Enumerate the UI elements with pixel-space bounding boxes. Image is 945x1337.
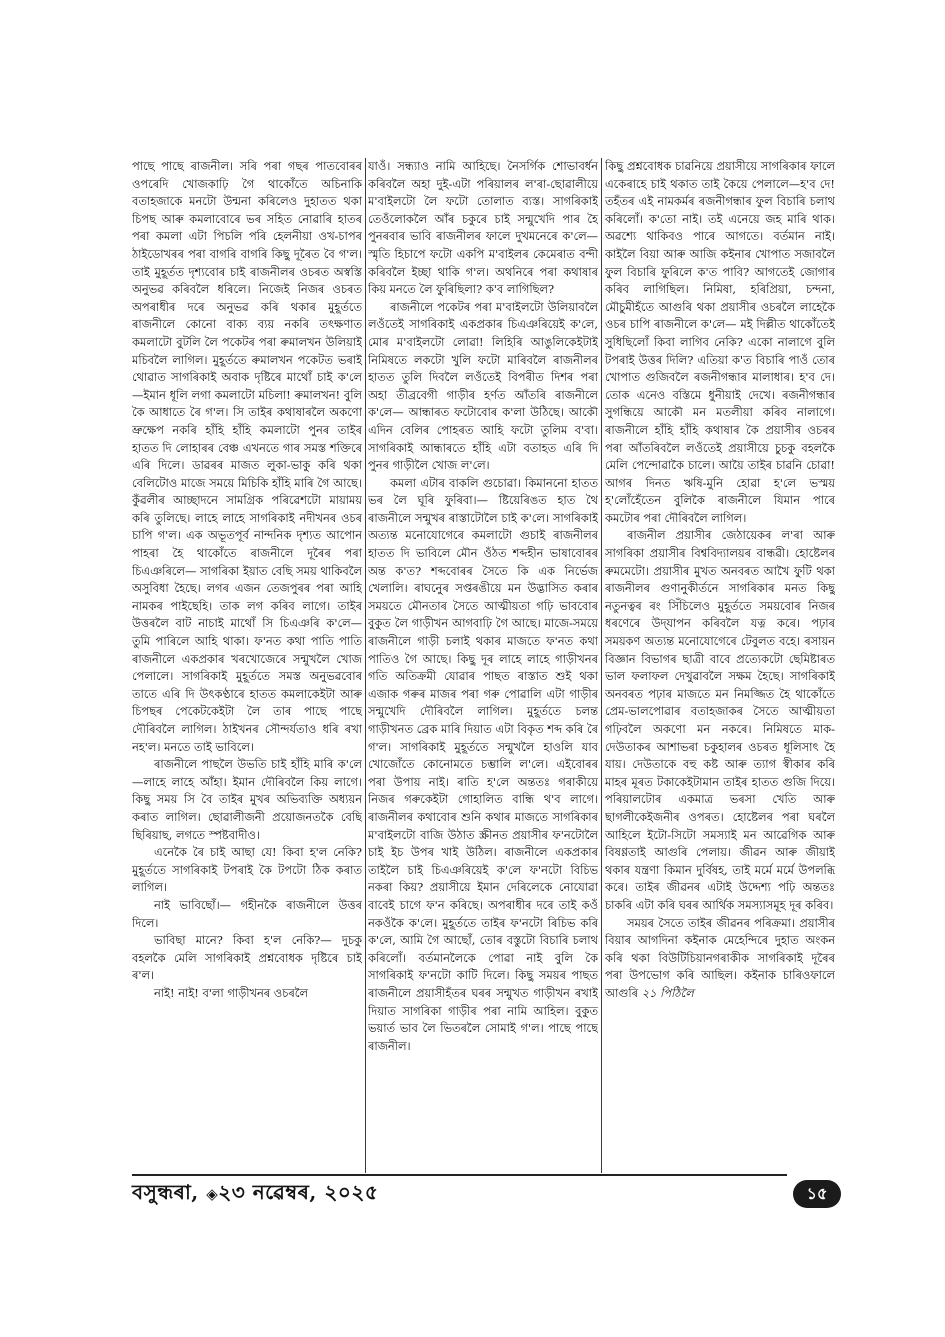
paragraph: কিছু প্ৰশ্নবোধক চাৱনিয়ে প্ৰয়াসীয়ে সাগৰিকাৰ ফালে একেৰাহে চাই থকাত তাই কৈয়ে পেলালে—হ'ব দে! তহঁতৰ এই নামকৰ্মৰ ৰজনীগন্ধাৰ ফুল বিচাৰি চলাথ কৰিলোঁ। ক'তো নাই। তই এনেয়ে জহ মাৰি থাক। অৱশ্যে থাকিবও পাৰে আগতে। বৰ্তমান নাই। কাইলৈ বিয়া আৰু আজি কইনাৰ খোপাত সজাবলৈ ফুল বিচাৰি ফুৰিলে ক'ত পাবি? আগতেই জোগাৰ কৰিব লাগিছিল। নিমিষা, হৰিপ্ৰিয়া, চন্দনা, মৌচুমীহঁতে আগুৰি থকা প্ৰয়াসীৰ ওচৰলৈ লাহেকৈ ওচৰ চাপি ৰাজনীলে ক'লে— মই দিল্লীত থাকোঁতেই সুধিছিলোঁ কিবা লাগিব নেকি? একো নালাগে বুলি টপৰাই উত্তৰ দিলি? এতিয়া ক'ত বিচাৰি পাওঁ তোৰ খোপাত গুজিবলৈ ৰজনীগন্ধাৰ মালাধাৰ। হ'ব দে। তোক এনেও বস্তিমে ধুনীয়াই দেখে। ৰজনীগন্ধাৰ সুগন্ধিয়ে আকৌ মন মতলীয়া কৰিব নালাগে। ৰাজনীলে হাঁহি হাঁহি কথাষাৰ কৈ প্ৰয়াসীৰ ওচৰৰ পৰা আঁতৰিবলৈ লওঁতেই প্ৰয়াসীয়ে চুচকু বহলকৈ মেলি পেন্দোৱাকৈ চালে। আয়ৈ তাইৰ চাৱনি চোৱা! আগৰ দিনত ঋষি-মুনি হোৱা হ'লে ভস্ময় হ'লোঁহেঁতেন বুলিকৈ ৰাজনীলে যিমান পাৰে কমটোৰ পৰা দৌৰিবলৈ লাগিল।: [605, 159, 835, 525]
page-number-badge: ১৫: [793, 1180, 841, 1208]
article-body: [132, 158, 852, 1198]
paragraph: কমলা এটাৰ বাকলি গুচোৱা। কিমাননো হাতত ভৰ লৈ ঘূৰি ফুৰিবা।— ষ্টিয়েৰিঙত হাত থৈ ৰাজনীলে সন্মুখৰ ৰাস্তাটোলৈ চাই ক'লে। সাগৰিকাই অত্যন্ত মনোযোগেৰে কমলাটো গুচাই ৰাজনীলৰ হাতত দি ভাবিলে মৌন ওঁঠত শব্দহীন ভাষাবোৰৰ অন্ত ক'ত? শব্দবোৰৰ সৈতে কি এক নিৰ্ভেজ খেলালি। ৰাঘনেুৰ সপ্তৰঙীয়ে মন উদ্ভাসিত কৰাৰ সময়তে মৌনতাৰ সৈতে আত্মীয়তা গঢ়ি ভাববোৰ বুকুত লৈ গাড়ীখন আগবাঢ়ি গৈ আছে। মাজে-সময়ে ৰাজনীলে গাড়ী চলাই থকাৰ মাজতে ফ'নত কথা পাতিও গৈ আছে। কিছু দূৰ লাহে লাহে গাড়ীখনৰ গতি অতিক্ৰমী যোৱাৰ পাছত ৰাস্তাত শুই থকা এজাক গৰুৰ মাজৰ পৰা গৰু পোৱালি এটা গাড়ীৰ সন্মুখেদি দৌৰিবলৈ লাগিল। মুহূৰ্ততে চলন্ত গাড়ীখনত ব্ৰেক মাৰি দিয়াত এটা বিকৃত শব্দ কৰি ৰৈ গ'ল। সাগৰিকাই মুহূৰ্ততে সন্মুখলৈ হাওলি যাব খোজোঁতে কোনোমতে চম্ভালি ল'লে। এইবোৰৰ পৰা উপায় নাই। ৰাতি হ'লে অন্ততঃ গৰাকীয়ে নিজৰ গৰুকেইটা গোহালিত বান্ধি থ'ব লাগে। ৰাজনীলৰ কথাবোৰ শুনি কথাৰ মাজতে সাগৰিকাৰ ম'বাইলটো বাজি উঠাত স্ক্ৰীনত প্ৰয়াসীৰ ফ'নটোলৈ চাই ইচ উপৰ খাই উঠিল। ৰাজনীলে একপ্ৰকাৰ তাইলৈ চাই চিএঞৰিয়েই ক'লে ফ'নটো বিচিভ নকৰা কিয়? প্ৰয়াসীয়ে ইমান দেৰিলেকে নোযোৱা বাবেই চাগে ফ'ন কৰিছে। অপৰাধীৰ দৰে তাই কওঁ নকওঁকৈ ক'লে। মুহূৰ্ততে তাইৰ ফ'নটো ৰিচিভ কৰি ক'লে, আমি গৈ আছোঁ, তোৰ বস্তুটো বিচাৰি চলাথ কৰিলোঁ। বৰ্তমানলৈকে পোৱা নাই বুলি কৈ সাগৰিকাই ফ'নটো কাটি দিলে। কিছু সময়ৰ পাছত ৰাজনীলে প্ৰয়াসীহঁতৰ ঘৰৰ সন্মুখত গাড়ীখন ৰখাই দিয়াত সাগৰিকা গাড়ীৰ পৰা নামি আহিল। বুকুত ভয়াৰ্ত ভাব লৈ ভিতৰলৈ সোমাই গ'ল। পাছে পাছে ৰাজনীল।: [368, 475, 598, 1053]
paragraph: ভাবিছা মানে? কিবা হ'ল নেকি?— দুচকু বহলকৈ মেলি সাগৰিকাই প্ৰশ্নবোধক দৃষ্টিৰে চাই ৰ'ল।: [132, 933, 362, 983]
magazine-name: বসুন্ধৰা,: [132, 1180, 199, 1204]
paragraph-text: সময়ৰ সৈতে তাইৰ জীৱনৰ পৰিক্ৰমা। প্ৰয়াসীৰ বিয়াৰ আগদিনা কইনাক মেহেন্দিৰে দুহাত অংকন কৰি থকা বিউটিচিয়ানগৰাকীক সাগৰিকাই দূৰৈৰ পৰা উপভোগ কৰি আছিল। কইনাক চাৰিওফালে আগুৰি: [605, 915, 835, 1000]
paragraph: ৰাজনীলে পকেটৰ পৰা ম'বাইলটো উলিয়াবলৈ লওঁতেই সাগৰিকাই একপ্ৰকাৰ চিএঞৰিয়েই ক'লে, মোৰ ম'বাইলটো লোৱা! লিহিৰি আঙুলিকেইটাই নিমিষতে লকটো খুলি ফটো মাৰিবলৈ ৰাজনীলৰ হাতত তুলি দিবলৈ লওঁতেই বিপৰীত দিশৰ পৰা অহা তীব্ৰবেগী গাড়ীৰ হৰ্ণত আঁতৰি ৰাজনীলে ক'লে— আন্ধাৰত ফটোবোৰ ক'লা উঠিছে। আকৌ এদিন বেলিৰ পোহৰত আহি ফটো তুলিম ব'বা। সাগৰিকাই আন্ধাৰতে হাঁহি এটা বতাহত এৰি দি পুনৰ গাড়ীলৈ খোজ ল'লে।: [368, 299, 598, 473]
footer-divider: [132, 1174, 787, 1176]
paragraph: এনেকৈ ৰৈ চাই আছা যে! কিবা হ'ল নেকি? মুহূৰ্ততে সাগৰিকাই টপৰাই কৈ টপটো ঠিক কৰাত লাগিল।: [132, 845, 362, 895]
diamond-icon: ◈: [206, 1185, 219, 1203]
continuation-note: ২১ পিঠিলৈ: [641, 985, 694, 1000]
paragraph: ৰাজনীল প্ৰয়াসীৰ জেঠায়েকৰ ল'ৰা আৰু সাগৰিকা প্ৰয়াসীৰ বিশ্ববিদ্যালয়ৰ বান্ধৱী। হোষ্টেলৰ ৰুমমেটো। প্ৰয়াসীৰ মুখত অনবৰত আখৈ ফুটি থকা ৰাজনীলৰ গুণানুকীৰ্তনে সাগৰিকাৰ মনত কিছু নতুনত্বৰ ৰং সিঁচিলেও মুহূৰ্ততে সময়বোৰ নিজৰ ধৰণেৰে উদ্‌যাপন কৰিবলৈ যত্ন কৰে। পঢ়াৰ সময়কণ অত্যন্ত মনোযোগেৰে টেবুলত বহে। ৰসায়ন বিজ্ঞান বিভাগৰ ছাত্ৰী বাবে প্ৰত্যেকটো ছেমিষ্টাৰত ভাল ফলাফল দেখুৱাবলৈ সক্ষম হৈছে। সাগৰিকাই অনবৰত পঢ়াৰ মাজতে মন নিমজ্জিত হৈ থাকোঁতে প্ৰেম-ভালপোৱাৰ বতাহজাকৰ সৈতে আত্মীয়তা গঢ়িবলৈ অকণো মন নকৰে। নিমিষতে মাক-দেউতাকৰ আশাভৰা চকুহালৰ ওচৰত ধূলিসাৎ হৈ যায়। দেউতাকে বহু কষ্ট আৰু ত্যাগ স্বীকাৰ কৰি মাহৰ মূৰত টকাকেইটামান তাইৰ হাতত গুজি দিয়ে। পৰিয়ালটোৰ একমাত্ৰ ভৰসা খেতি আৰু ছাগলীকেইজনীৰ ওপৰত। হোষ্টেলৰ পৰা ঘৰলৈ আহিলে ইটো-সিটো সমস্যাই মন আৱেগিক আৰু বিষণ্ণতাই আগুৰি পেলায়। জীৱন আৰু জীয়াই থকাৰ যন্ত্ৰণা কিমান দুৰ্বিষহ, তাই মৰ্মে মৰ্মে উপলব্ধি কৰে। তাইৰ জীৱনৰ এটাই উদ্দেশ্য পঢ়ি অন্ততঃ চাকৰি এটা কৰি ঘৰৰ আৰ্থিক সমস্যাসমূহ দূৰ কৰিব।: [605, 528, 835, 912]
paragraph: নাই! নাই! ব'লা গাড়ীখনৰ ওচৰলৈ: [154, 985, 309, 1000]
column-divider: [365, 158, 366, 1173]
article-column-1: [132, 158, 362, 1173]
article-column-2: [368, 158, 598, 1173]
issue-date: ২৩ নৱেম্বৰ, ২০২৫: [218, 1180, 379, 1204]
paragraph: নাই ভাবিছোঁ।— গহীনকৈ ৰাজনীলে উত্তৰ দিলে।: [132, 897, 362, 930]
paragraph: পাছে পাছে ৰাজনীল। সৰি পৰা গছৰ পাতবোৰৰ ওপৰেদি খোজকাঢ়ি গৈ থাকোঁতে অচিনাকি বতাহজাকে মনটো উন্মনা কৰিলেও দুহাতত থকা চিপছ আৰু কমলাবোৰে ভৰ সহিত নোৱাৰি হাতৰ পৰা কমলা এটা পিচলি পৰি হেলনীয়া ওখ-চাপৰ ঠাইডোখৰৰ পৰা বাগৰি বাগৰি কিছু দূৰৈত বৈ গ'ল। তাই মুহূৰ্তত দৃশ্যবোৰ চাই ৰাজনীলৰ ওচৰত অস্বস্তি অনুভৱ কৰিবলৈ ধৰিলে। নিজেই নিজৰ ওচৰত অপৰাধীৰ দৰে অনুভৱ কৰি থকাৰ মুহূৰ্ততে ৰাজনীলে কোনো বাক্য ব্যয় নকৰি তৎক্ষণাত কমলাটো বুটলি লৈ পকেটৰ পৰা ৰুমালখন উলিয়াই মচিবলৈ লাগিল। মুহূৰ্ততে ৰুমালখন পকেটত ভৰাই থোৱাত সাগৰিকাই অবাক দৃষ্টিৰে মাথোঁ চাই ক'লে—ইমান ধূলি লগা কমলাটো মচিলা! ৰুমালখন! বুলি কৈ আধাতে ৰৈ গ'ল। সি তাইৰ কথাষাৰলৈ অকণো ভ্ৰুক্ষেপ নকৰি হাঁহি হাঁহি কমলাটো পুনৰ তাইৰ হাতত দি লোহাৰৰ বেঞ্চ এখনতে গাৰ সমস্ত শক্তিৰে এৰি দিলে। ডাৱৰৰ মাজত লুকা-ভাকু কৰি থকা বেলিটোও মাজে সময়ে মিচিকি হাঁহি মাৰি গৈ আছে। কুঁৱলীৰ আচ্ছাদনে সামগ্ৰিক পৰিৱেশটো মায়াময় কৰি তুলিছে। লাহে লাহে সাগৰিকাই নদীখনৰ ওচৰ চাপি গ'ল। এক অভূতপূৰ্ব নান্দনিক দৃশ্যত আপোন পাহৰা হৈ থাকোঁতে ৰাজনীলে দূৰৈৰ পৰা চিএঞৰিলে— সাগৰিকা ইয়াত বেছি সময় থাকিবলৈ অসুবিধা হৈছে। লগৰ এজন তেজপুৰৰ পৰা আহি নামকৰ পাইছেহি। তাক লগ কৰিব লাগে। তাইৰ উত্তৰলৈ বাট নাচাই মাথোঁ সি চিএঞৰি ক'লে— তুমি পাৰিলে আহি থাকা। ফ'নত কথা পাতি পাতি ৰাজনীলে একপ্ৰকাৰ খৰখোজেৰে সন্মুখলৈ খোজ পেলালে। সাগৰিকাই মুহূৰ্ততে সমস্ত অনুভৱবোৰ তাতে এৰি দি উৎকণ্ঠাৰে হাতত কমলাকেইটা আৰু চিপছৰ পেকেটকেইটা লৈ তাৰ পাছে পাছে দৌৰিবলৈ লাগিল। ঠাইখনৰ সৌন্দৰ্যতাও ধৰি ৰখা নহ'ল। মনতে তাই ভাবিলে।: [132, 159, 362, 754]
article-column-3: [605, 158, 835, 1173]
paragraph: যাওঁ। সন্ধ্যাও নামি আহিছে। নৈসৰ্গিক শোভাবৰ্ধন কৰিবলৈ অহা দুই-এটা পৰিয়ালৰ ল'ৰা-ছোৱালীয়ে ম'বাইলটো লৈ ফটো তোলাত ব্যস্ত। সাগৰিকাই তেওঁলোকলৈ আঁৰ চকুৰে চাই সন্মুখেদি পাৰ হৈ পুনৰবাৰ ভাবি ৰাজনীলৰ ফালে দুখমনেৰে ক'লে— স্মৃতি হিচাপে ফটো একপি ম'বাইলৰ কেমেৰাত বন্দী কৰিবলৈ ইচ্ছা থাকি গ'ল। অথনিৰে পৰা কথাষাৰ কিয় মনতে লৈ ফুৰিছিলা? ক'ব লাগিছিল?: [368, 159, 598, 297]
paragraph: ৰাজনীলে পাছলৈ উভতি চাই হাঁহি মাৰি ক'লে—লাহে লাহে আঁহা। ইমান দৌৰিবলৈ কিয় লাগে। কিছু সময় সি বৈ তাইৰ মুখৰ অভিব্যক্তি অধ্যয়ন কৰাত লাগিল। ছোৱালীজনী প্ৰয়োজনতকৈ বেছি ছিৰিয়াছ, লগতে স্পষ্টবাদীও।: [132, 757, 362, 842]
paragraph: [605, 915, 835, 1003]
column-divider: [601, 158, 602, 1173]
footer-masthead: [132, 1178, 378, 1211]
